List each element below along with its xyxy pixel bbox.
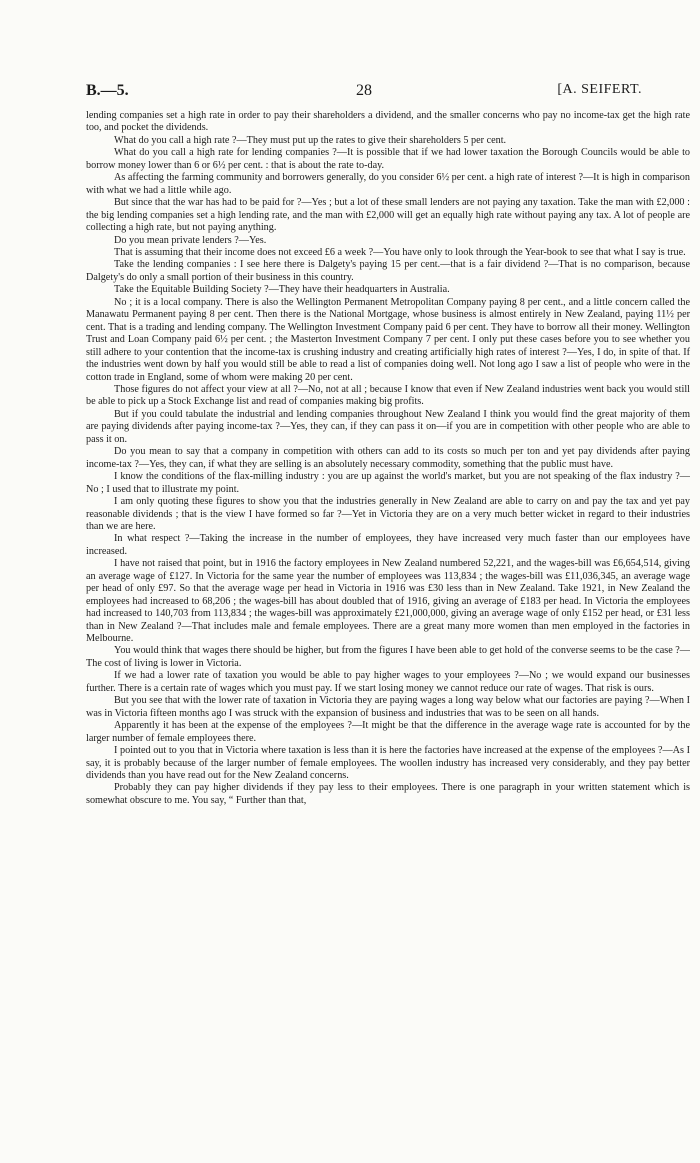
paragraph: Probably they can pay higher dividends if they pay less to their employees. There is one paragraph in your written statement which is somewhat obscure to me. You say, “ Further than that,	[86, 782, 690, 806]
paragraph: Take the Equitable Building Society ?—They have their headquarters in Australia.	[114, 284, 450, 296]
paragraph: No ; it is a local company. There is also the Wellington Permanent Metropolitan Company paying 8 per cent., and a little concern called the Manawatu Permanent paying 8 per cent. Then there is the National Mortgage, whose business is almost entirely in New Zealand, paying 11½ per cent. That is a trading and lending company. The Wellington Investment Company paid 6 per cent. They have to borrow all their money. Wellington Trust and Loan Company paid 6½ per cent. ; the Masterton Investment Company 7 per cent. I only put these cases before you to see whether you still adhere to your contention that the income-tax is crushing industry and creating artificially high rates of interest ?—Yes, I do, in spite of that. If the industries went down by half you would still be able to read a list of companies doing well. Not long ago I saw a list of people who were in the cotton trade in England, some of whom were making 20 per cent.	[86, 296, 690, 383]
paragraph: But you see that with the lower rate of taxation in Victoria they are paying wages a long way below what our factories are paying ?—When I was in Victoria fifteen months ago I was struck with the expansion of business and industries that was to be seen on all hands.	[86, 695, 690, 719]
paragraph: In what respect ?—Taking the increase in the number of employees, they have increased very much faster than our employees have increased.	[86, 533, 690, 557]
witness-name: [A. SEIFERT.	[557, 82, 642, 97]
paragraph: What do you call a high rate ?—They must put up the rates to give their shareholders 5 per cent.	[114, 134, 507, 146]
parliamentary-paper-reference: B.—5.	[86, 82, 129, 99]
paragraph: But since that the war has had to be paid for ?—Yes ; but a lot of these small lenders are not paying any taxation. Take the man with £2,000 : the big lending companies set a high lending rate, and the man with £2,000 will get an equally high rate without paying any tax. A lot of people are collecting a high rate, but not paying anything.	[86, 197, 690, 234]
paragraph: But if you could tabulate the industrial and lending companies throughout New Zealand I think you would find the great majority of them are paying dividends after paying income-tax ?—Yes, they can, if they can pass it on—if you are in competition with other people who are able to pass it on.	[86, 408, 690, 445]
paragraph: Do you mean to say that a company in competition with others can add to its costs so much per ton and yet pay dividends after paying income-tax ?—Yes, they can, if what they are selling is an absolutely necessary commodity, something that the public must have.	[86, 446, 690, 470]
paragraph: Apparently it has been at the expense of the employees ?—It might be that the difference in the average wage rate is accounted for by the larger number of female employees there.	[86, 720, 690, 744]
paragraph: I pointed out to you that in Victoria where taxation is less than it is here the factories have increased at the expense of the employees ?—As I say, it is probably because of the larger number of female employees. The woollen industry has increased very considerably, and they pay better dividends than you have read out for the New Zealand concerns.	[86, 745, 690, 782]
paragraph: I know the conditions of the flax-milling industry : you are up against the world's market, but you are not speaking of the flax industry ?—No ; I used that to illustrate my point.	[86, 471, 690, 495]
paragraph: Those figures do not affect your view at all ?—No, not at all ; because I know that even if New Zealand industries went back you would still be able to pick up a Stock Exchange list and read of companies making big profits.	[86, 383, 690, 408]
paragraph: What do you call a high rate for lending companies ?—It is possible that if we had lower taxation the Borough Councils would be able to borrow money lower than 6 or 6½ per cent. : that is about the rate to-day.	[86, 147, 690, 171]
paragraph: I am only quoting these figures to show you that the industries generally in New Zealand are able to carry on and pay the tax and yet pay reasonable dividends ; that is the view I have formed so far ?—Yet in Victoria they are on a very much better wicket in regard to their industries than we are here.	[86, 496, 690, 532]
paragraph: Take the lending companies : I see here there is Dalgety's paying 15 per cent.—that is a fair dividend ?—That is no comparison, because Dalgety's do only a small portion of their business in this country.	[86, 259, 690, 283]
page-number: 28	[356, 82, 372, 99]
body-text	[86, 110, 690, 807]
paragraph: Do you mean private lenders ?—Yes.	[114, 234, 267, 246]
paragraph: You would think that wages there should be higher, but from the figures I have been able to get hold of the converse seems to be the case ?—The cost of living is lower in Victoria.	[86, 645, 690, 669]
paragraph: lending companies set a high rate in order to pay their shareholders a dividend, and the smaller concerns who pay no income-tax get the high rate too, and pocket the dividends.	[86, 110, 690, 134]
paragraph: I have not raised that point, but in 1916 the factory employees in New Zealand numbered 52,221, and the wages-bill was £6,654,514, giving an average wage of £127. In Victoria for the same year the number of employees was 113,834 ; the wages-bill was £11,036,345, an average wage per head of only £97. So that the average wage per head in Victoria in 1916 was £30 less than in New Zealand. Take 1921, in New Zealand the employees had increased to 68,206 ; the wages-bill has about doubled that of 1916, giving an average of £183 per head. In Victoria the employees had increased to 140,703 from 113,834 ; the wages-bill was approximately £21,000,000, giving an average wage of only £152 per head, or £31 less than in New Zealand ?—That includes male and female employees. There are a great many more women than men employed in the factories in Melbourne.	[86, 558, 690, 645]
page-header	[86, 82, 642, 104]
paragraph: That is assuming that their income does not exceed £6 a week ?—You have only to look through the Year-book to see that what I say is true.	[114, 246, 686, 258]
paragraph: As affecting the farming community and borrowers generally, do you consider 6½ per cent. a high rate of interest ?—It is high in comparison with what we had a little while ago.	[86, 172, 690, 196]
paragraph: If we had a lower rate of taxation you would be able to pay higher wages to your employees ?—No ; we would expand our businesses further. There is a certain rate of wages which you must pay. If we start losing money we cannot reduce our rate of wages. That risk is ours.	[86, 670, 690, 694]
